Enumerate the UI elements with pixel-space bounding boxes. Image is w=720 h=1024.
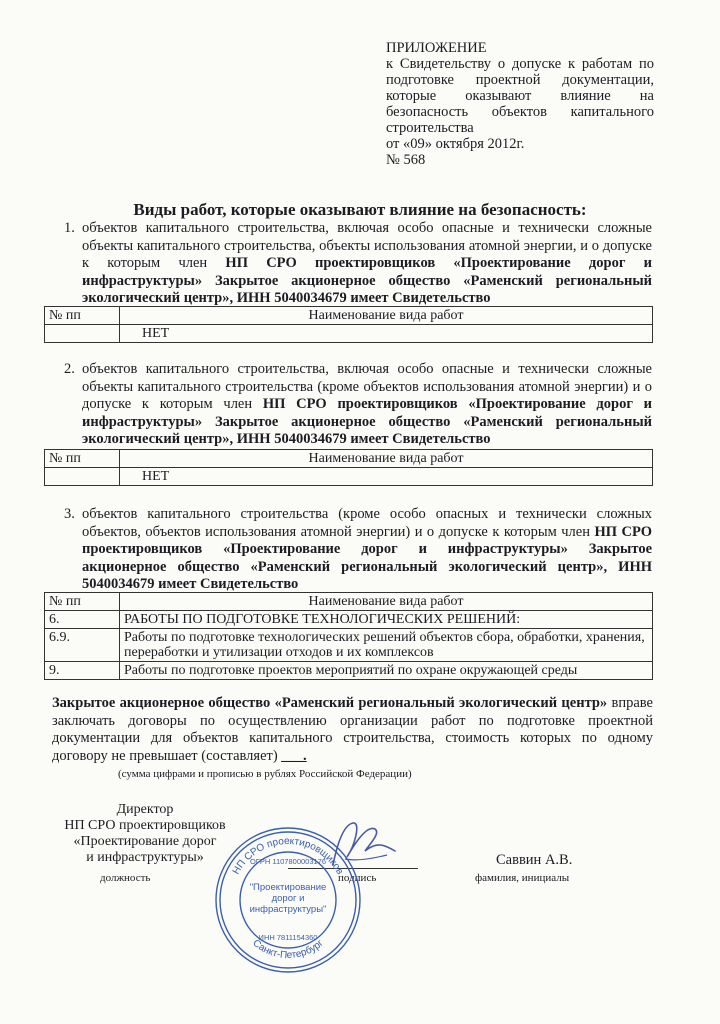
works-table — [44, 592, 653, 680]
table-cell: НЕТ — [120, 468, 653, 486]
table-header-cell: Наименование вида работ — [120, 307, 653, 325]
svg-text:НП СРО проектировщиков: НП СРО проектировщиков — [230, 835, 346, 877]
contract-text: вправе заключать договоры по осуществлению организации работ по подготовке проектной документации для объектов капитального строительства, стоимость которых по одному договору не превышает (составляет) — [52, 695, 653, 764]
table-cell — [45, 325, 120, 343]
header-line: подготовке проектной документации, — [386, 72, 654, 88]
table-cell: РАБОТЫ ПО ПОДГОТОВКЕ ТЕХНОЛОГИЧЕСКИХ РЕШЕНИЙ: — [120, 611, 653, 629]
section-member: НП СРО проектировщиков «Проектирование дорог и инфраструктуры» Закрытое акционерное общество «Раменский региональный экологический центр», ИНН 5040034679 имеет Свидетельство — [82, 523, 652, 592]
section-description: объектов капитального строительства (кроме особо опасных и технически сложных объектов, объектов использования атомной энергии) и о допуске к которым член — [82, 506, 652, 540]
table-cell: 6.9. — [45, 629, 120, 662]
contract-value: ___. — [281, 747, 307, 764]
table-row — [45, 611, 653, 629]
table-row — [45, 662, 653, 680]
works-table — [44, 449, 653, 486]
header-line: строительства — [386, 120, 474, 136]
table-header-row — [45, 450, 653, 468]
svg-text:дорог и: дорог и — [271, 893, 305, 904]
section-number: 1. — [64, 220, 75, 236]
section-text — [82, 506, 652, 594]
section-text — [82, 361, 652, 449]
table-header-cell: № пп — [45, 450, 120, 468]
table-row — [45, 325, 653, 343]
position-line: и инфраструктуры» — [86, 850, 204, 865]
organization-stamp — [212, 824, 364, 976]
contract-paragraph — [52, 695, 653, 765]
position-line: Директор — [116, 802, 174, 817]
header-line: ПРИЛОЖЕНИЕ — [386, 40, 487, 56]
table-header-row — [45, 593, 653, 611]
header-date: от «09» октября 2012г. — [386, 136, 525, 152]
header-line: которые оказывают влияние на — [386, 88, 654, 104]
signer-name: Саввин А.В. — [496, 852, 573, 868]
position-line: «Проектирование дорог — [73, 834, 217, 849]
svg-text:ОГРН 1107800003176: ОГРН 1107800003176 — [249, 857, 327, 866]
svg-text:ИНН 7811154360: ИНН 7811154360 — [258, 933, 318, 942]
position-caption: должность — [100, 872, 151, 884]
table-cell: 9. — [45, 662, 120, 680]
table-row — [45, 468, 653, 486]
section-member: НП СРО проектировщиков «Проектирование дорог и инфраструктуры» Закрытое акционерное общество «Раменский региональный экологический центр», ИНН 5040034679 имеет Свидетельство — [82, 396, 652, 447]
amount-caption: (сумма цифрами и прописью в рублях Российской Федерации) — [118, 768, 412, 780]
table-row — [45, 629, 653, 662]
svg-text:"Проектирование: "Проектирование — [249, 882, 327, 893]
section-description: объектов капитального строительства, включая особо опасные и технически сложные объекты капитального строительства (кроме объектов использования атомной энергии) и о допуске к которым член — [82, 361, 652, 412]
section-description: объектов капитального строительства, включая особо опасные и технически сложные объекты капитального строительства, объекты использования атомной энергии, и о допуске к которым член — [82, 220, 652, 271]
section-number: 3. — [64, 506, 75, 522]
svg-text:инфраструктуры": инфраструктуры" — [249, 904, 327, 915]
table-cell: Работы по подготовке технологических решений объектов сбора, обработки, хранения, переработки и утилизации отходов и их комплексов — [120, 629, 653, 662]
signature-caption: подпись — [338, 872, 377, 884]
signer-name-caption: фамилия, инициалы — [475, 872, 570, 884]
table-header-cell: Наименование вида работ — [120, 593, 653, 611]
table-cell: 6. — [45, 611, 120, 629]
company-name: Закрытое акционерное общество «Раменский региональный экологический центр» — [52, 695, 608, 711]
table-header-cell: № пп — [45, 593, 120, 611]
header-number: № 568 — [386, 152, 426, 168]
svg-text:Санкт-Петербург: Санкт-Петербург — [250, 937, 326, 962]
table-cell — [45, 468, 120, 486]
position-line: НП СРО проектировщиков — [64, 818, 226, 833]
section-member: НП СРО проектировщиков «Проектирование дорог и инфраструктуры» Закрытое акционерное общество «Раменский региональный экологический центр», ИНН 5040034679 имеет Свидетельство — [82, 255, 653, 306]
header-line: к Свидетельству о допуске к работам по — [386, 56, 654, 72]
section-text — [82, 220, 652, 308]
header-line: безопасность объектов капитального — [386, 104, 654, 120]
works-table — [44, 306, 653, 343]
table-header-cell: № пп — [45, 307, 120, 325]
appendix-header — [386, 40, 654, 168]
table-cell: Работы по подготовке проектов мероприятий по охране окружающей среды — [120, 662, 653, 680]
table-cell: НЕТ — [120, 325, 653, 343]
section-number: 2. — [64, 361, 75, 377]
table-header-row — [45, 307, 653, 325]
table-header-cell: Наименование вида работ — [120, 450, 653, 468]
document-title: Виды работ, которые оказывают влияние на безопасность: — [133, 200, 587, 219]
